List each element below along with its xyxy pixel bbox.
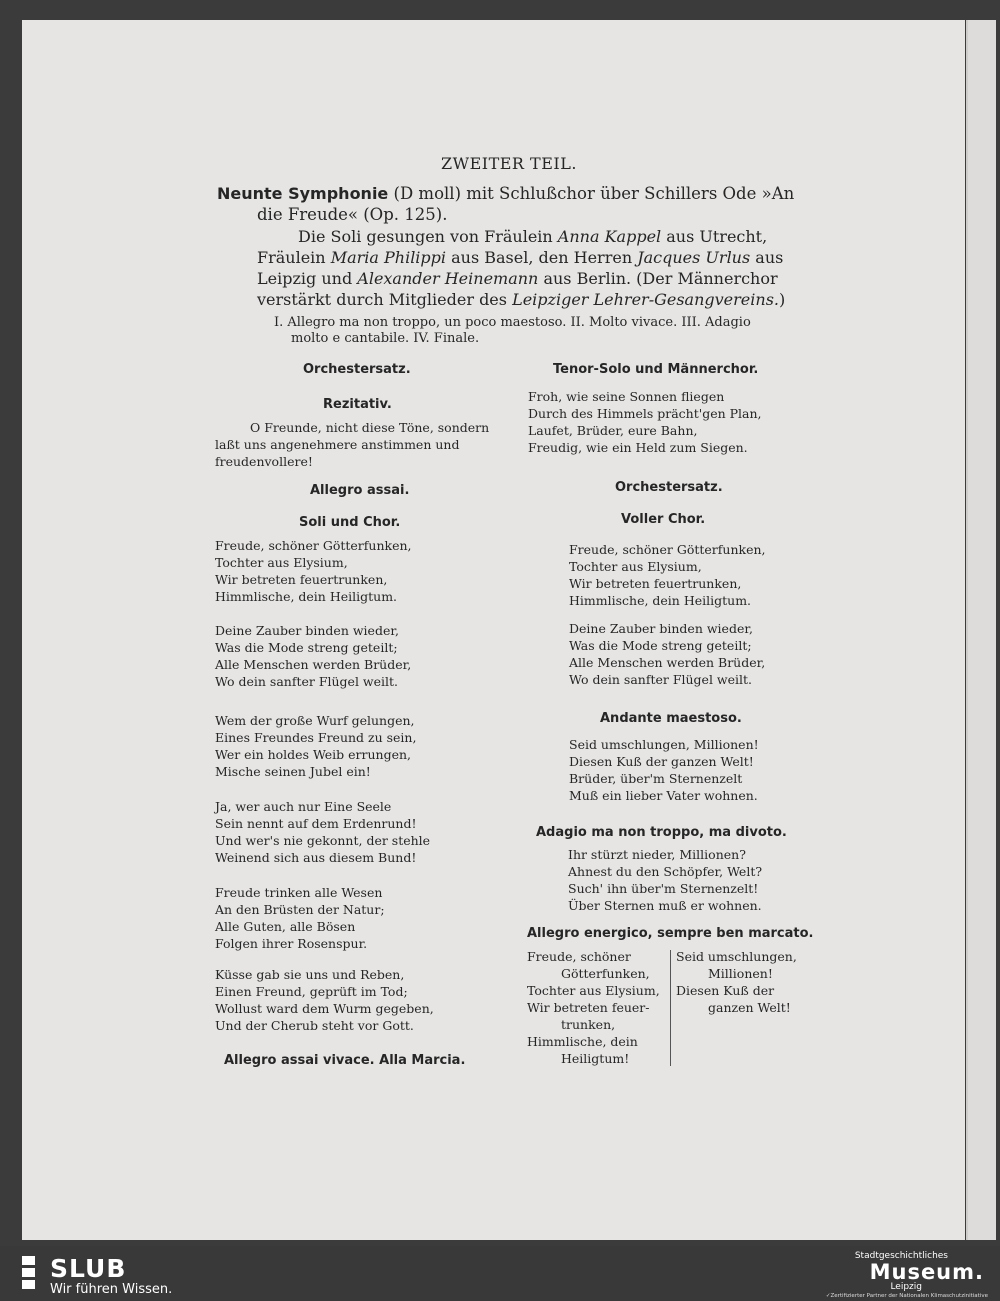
verse-line: Freude, schöner Götterfunken, — [215, 538, 412, 553]
verse-line: Alle Menschen werden Brüder, — [215, 657, 412, 672]
movements-line2: molto e cantabile. IV. Finale. — [291, 331, 480, 346]
soloists-line1 — [298, 227, 767, 246]
text: aus Berlin. (Der Männerchor — [538, 269, 778, 288]
verse-line: Alle Guten, alle Bösen — [215, 919, 356, 934]
left-stanza-3 — [215, 712, 416, 780]
text: Die Soli gesungen von Fräulein — [298, 227, 558, 246]
soloists-line3 — [257, 269, 778, 288]
verse-line: ganzen Welt! — [708, 1000, 791, 1015]
energico-column-a — [527, 948, 660, 1067]
verse-line: Alle Menschen werden Brüder, — [569, 655, 766, 670]
verse-line: Ihr stürzt nieder, Millionen? — [568, 847, 746, 862]
tenor-verse — [528, 388, 762, 456]
slub-tagline: Wir führen Wissen. — [50, 1282, 173, 1297]
verse-line: Wer ein holdes Weib errungen, — [215, 747, 412, 762]
soloists-line2 — [257, 248, 783, 267]
text-line: O Freunde, nicht diese Töne, sondern — [250, 420, 490, 435]
work-title-rest: (D moll) mit Schlußchor über Schillers Ode »An — [388, 184, 795, 203]
verse-line: Wir betreten feuer- — [527, 1000, 650, 1015]
verse-line: Wo dein sanfter Flügel weilt. — [215, 674, 399, 689]
movements-line1: I. Allegro ma non troppo, un poco maestoso. II. Molto vivace. III. Adagio — [274, 315, 751, 330]
verse-line: trunken, — [561, 1017, 616, 1032]
verse-line: Küsse gab sie uns und Reben, — [215, 967, 405, 982]
verse-line: Deine Zauber binden wieder, — [215, 623, 399, 638]
verse-line: Froh, wie seine Sonnen fliegen — [528, 389, 725, 404]
soloists-line4 — [257, 290, 785, 309]
verse-line: Himmlische, dein Heiligtum. — [569, 593, 752, 608]
heading-adagio-divoto: Adagio ma non troppo, ma divoto. — [536, 825, 787, 840]
verse-line: Was die Mode streng geteilt; — [215, 640, 398, 655]
verse-line: Freude trinken alle Wesen — [215, 885, 383, 900]
heading-tenor-solo: Tenor-Solo und Männerchor. — [553, 362, 759, 377]
adagio-verse — [568, 846, 762, 914]
museum-name: Museum. — [869, 1260, 984, 1284]
verse-line: Eines Freundes Freund zu sein, — [215, 730, 417, 745]
right-stanza-2 — [569, 620, 765, 688]
text: aus Utrecht, — [661, 227, 768, 246]
verse-line: Götterfunken, — [561, 966, 650, 981]
verse-line: Freude, schöner — [527, 949, 631, 964]
energico-column-b — [676, 948, 797, 1016]
heading-voller-chor: Voller Chor. — [621, 512, 706, 527]
viewer-footer — [0, 1246, 1000, 1301]
left-stanza-6 — [215, 966, 434, 1034]
heading-soli-und-chor: Soli und Chor. — [299, 515, 401, 530]
verse-line: Was die Mode streng geteilt; — [569, 638, 752, 653]
left-stanza-1 — [215, 537, 411, 605]
verse-line: Freude, schöner Götterfunken, — [569, 542, 766, 557]
verse-line: Diesen Kuß der ganzen Welt! — [569, 754, 754, 769]
verse-line: Millionen! — [708, 966, 773, 981]
text-line: laßt uns angenehmere anstimmen und — [215, 437, 460, 452]
verse-line: Wollust ward dem Wurm gegeben, — [215, 1001, 434, 1016]
document-page — [22, 20, 965, 1240]
heading-alla-marcia: Allegro assai vivace. Alla Marcia. — [224, 1053, 466, 1068]
verse-line: Such' ihn über'm Sternenzelt! — [568, 881, 759, 896]
verse-line: Wir betreten feuertrunken, — [569, 576, 742, 591]
verse-line: Sein nennt auf dem Erdenrund! — [215, 816, 417, 831]
soloist-name: Maria Philippi — [330, 248, 447, 267]
verse-line: Laufet, Brüder, eure Bahn, — [528, 423, 698, 438]
verse-line: Wir betreten feuertrunken, — [215, 572, 388, 587]
text-line: freudenvollere! — [215, 454, 313, 469]
heading-orchestersatz: Orchestersatz. — [303, 362, 411, 377]
text: Fräulein — [257, 248, 331, 267]
slub-logo-icon — [22, 1256, 35, 1296]
verse-line: Himmlische, dein Heiligtum. — [215, 589, 398, 604]
verse-line: Brüder, über'm Sternenzelt — [569, 771, 743, 786]
text: aus Basel, den Herren — [446, 248, 638, 267]
left-stanza-4 — [215, 798, 430, 866]
text: verstärkt durch Mitglieder des — [257, 290, 513, 309]
verse-line: Folgen ihrer Rosenspur. — [215, 936, 368, 951]
heading-allegro-assai: Allegro assai. — [310, 483, 410, 498]
slub-name: SLUB — [50, 1254, 127, 1283]
andante-verse — [569, 736, 759, 804]
verse-line: Wem der große Wurf gelungen, — [215, 713, 415, 728]
verse-line: Weinend sich aus diesem Bund! — [215, 850, 417, 865]
column-divider — [670, 950, 671, 1066]
left-stanza-5 — [215, 884, 385, 952]
verse-line: Deine Zauber binden wieder, — [569, 621, 753, 636]
soloist-name: Alexander Heinemann — [357, 269, 539, 288]
heading-andante-maestoso: Andante maestoso. — [600, 711, 742, 726]
museum-label-top: Stadtgeschichtliches — [854, 1251, 948, 1261]
soloist-name: Anna Kappel — [557, 227, 662, 246]
choir-name: Leipziger Lehrer-Gesangvereins. — [512, 290, 779, 309]
verse-line: Tochter aus Elysium, — [215, 555, 348, 570]
verse-line: Ahnest du den Schöpfer, Welt? — [568, 864, 763, 879]
heading-rezitativ: Rezitativ. — [323, 397, 392, 412]
verse-line: Und der Cherub steht vor Gott. — [215, 1018, 414, 1033]
verse-line: An den Brüsten der Natur; — [215, 902, 385, 917]
verse-line: Freudig, wie ein Held zum Siegen. — [528, 440, 748, 455]
verse-line: Heiligtum! — [561, 1051, 630, 1066]
text: ) — [778, 290, 786, 309]
heading-allegro-energico: Allegro energico, sempre ben marcato. — [527, 926, 814, 941]
museum-certification: ✓Zertifizierter Partner der Nationalen Klimaschutzinitiative — [825, 1293, 988, 1299]
verse-line: Seid umschlungen, — [676, 949, 797, 964]
verse-line: Muß ein lieber Vater wohnen. — [569, 788, 758, 803]
verse-line: Diesen Kuß der — [676, 983, 775, 998]
verse-line: Einen Freund, geprüft im Tod; — [215, 984, 408, 999]
verse-line: Mische seinen Jubel ein! — [215, 764, 371, 779]
heading-orchestersatz-2: Orchestersatz. — [615, 480, 723, 495]
text: aus — [750, 248, 784, 267]
right-stanza-1 — [569, 541, 765, 609]
left-stanza-2 — [215, 622, 411, 690]
verse-line: Ja, wer auch nur Eine Seele — [215, 799, 392, 814]
verse-line: Tochter aus Elysium, — [527, 983, 660, 998]
verse-line: Tochter aus Elysium, — [569, 559, 702, 574]
verse-line: Seid umschlungen, Millionen! — [569, 737, 759, 752]
work-title-bold: Neunte Symphonie — [217, 184, 389, 203]
museum-city: Leipzig — [890, 1282, 922, 1292]
work-title-line1 — [217, 184, 794, 203]
part-title: ZWEITER TEIL. — [441, 154, 577, 173]
rezitativ-text — [215, 419, 507, 470]
work-title-line2: die Freude« (Op. 125). — [257, 205, 448, 224]
verse-line: Und wer's nie gekonnt, der stehle — [215, 833, 431, 848]
verse-line: Wo dein sanfter Flügel weilt. — [569, 672, 753, 687]
text: Leipzig und — [257, 269, 358, 288]
verse-line: Über Sternen muß er wohnen. — [568, 898, 762, 913]
verse-line: Durch des Himmels prächt'gen Plan, — [528, 406, 762, 421]
verse-line: Himmlische, dein — [527, 1034, 638, 1049]
adjacent-page-edge — [966, 20, 996, 1240]
soloist-name: Jacques Urlus — [637, 248, 751, 267]
